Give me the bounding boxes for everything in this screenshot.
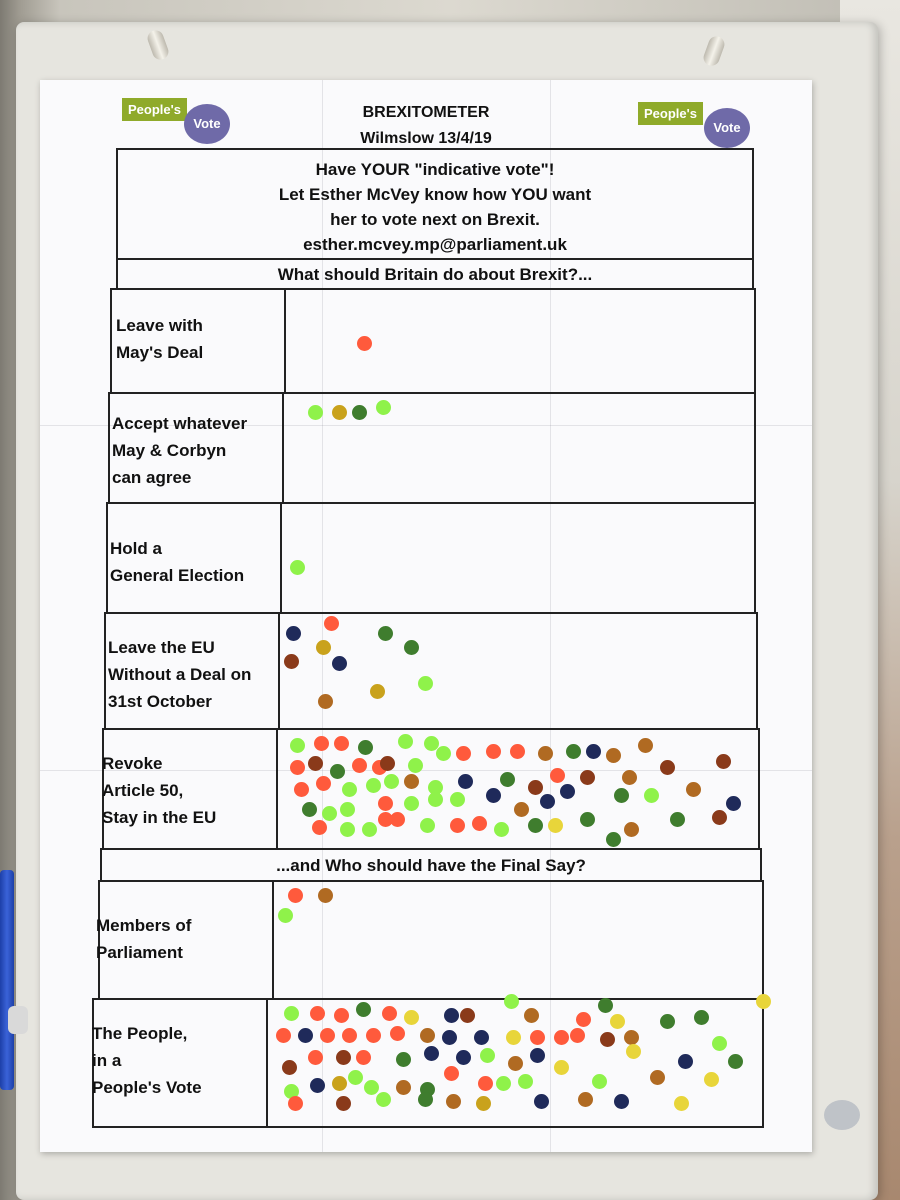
intro-line: her to vote next on Brexit. — [330, 210, 540, 229]
vote-sticker — [756, 994, 771, 1009]
vote-sticker — [316, 640, 331, 655]
vote-sticker — [518, 1074, 533, 1089]
vote-sticker — [538, 746, 553, 761]
vote-sticker — [478, 1076, 493, 1091]
vote-sticker — [278, 908, 293, 923]
vote-sticker — [428, 792, 443, 807]
vote-sticker — [486, 744, 501, 759]
vote-sticker — [442, 1030, 457, 1045]
logo-green-text: People's — [122, 98, 187, 121]
logo-green-text: People's — [638, 102, 703, 125]
vote-sticker — [534, 1094, 549, 1109]
vote-sticker — [308, 1050, 323, 1065]
vote-sticker — [342, 782, 357, 797]
vote-sticker — [302, 802, 317, 817]
vote-sticker — [476, 1096, 491, 1111]
poster-subtitle: Wilmslow 13/4/19 — [360, 130, 492, 147]
vote-sticker — [540, 794, 555, 809]
vote-sticker — [332, 405, 347, 420]
vote-sticker — [528, 780, 543, 795]
vote-sticker — [384, 774, 399, 789]
option-label-line: May's Deal — [116, 343, 204, 362]
vote-sticker — [290, 738, 305, 753]
option-label-line: Article 50, — [102, 781, 184, 800]
final-label-line: Parliament — [96, 943, 183, 962]
vote-sticker — [356, 1050, 371, 1065]
vote-sticker — [356, 1002, 371, 1017]
vote-sticker — [370, 684, 385, 699]
vote-sticker — [528, 818, 543, 833]
vote-sticker — [624, 1030, 639, 1045]
brexitometer-poster — [40, 80, 812, 1152]
intro-line: Have YOUR "indicative vote"! — [315, 160, 555, 179]
pen — [0, 870, 14, 1090]
vote-sticker — [486, 788, 501, 803]
final-label-line: The People, — [92, 1024, 188, 1043]
vote-sticker — [284, 654, 299, 669]
vote-sticker — [674, 1096, 689, 1111]
vote-sticker — [336, 1096, 351, 1111]
vote-sticker — [686, 782, 701, 797]
vote-sticker — [342, 1028, 357, 1043]
vote-sticker — [660, 1014, 675, 1029]
option-label-line: May & Corbyn — [112, 441, 227, 460]
vote-sticker — [362, 822, 377, 837]
vote-sticker — [310, 1006, 325, 1021]
vote-sticker — [404, 1010, 419, 1025]
vote-sticker — [404, 774, 419, 789]
vote-sticker — [404, 640, 419, 655]
option-label-line: Stay in the EU — [102, 808, 217, 827]
vote-sticker — [310, 1078, 325, 1093]
vote-sticker — [390, 812, 405, 827]
vote-sticker — [460, 1008, 475, 1023]
vote-sticker — [446, 1094, 461, 1109]
vote-sticker — [330, 764, 345, 779]
vote-sticker — [312, 820, 327, 835]
vote-sticker — [382, 1006, 397, 1021]
vote-sticker — [366, 1028, 381, 1043]
vote-sticker — [308, 405, 323, 420]
vote-sticker — [508, 1056, 523, 1071]
vote-sticker — [530, 1048, 545, 1063]
vote-sticker — [514, 802, 529, 817]
vote-sticker — [314, 736, 329, 751]
vote-sticker — [728, 1054, 743, 1069]
vote-sticker — [626, 1044, 641, 1059]
vote-sticker — [650, 1070, 665, 1085]
vote-sticker — [290, 560, 305, 575]
vote-sticker — [288, 888, 303, 903]
vote-sticker — [496, 1076, 511, 1091]
final-label-line: in a — [92, 1051, 122, 1070]
vote-sticker — [580, 770, 595, 785]
vote-sticker — [598, 998, 613, 1013]
vote-sticker — [444, 1008, 459, 1023]
option-label-line: Accept whatever — [112, 414, 248, 433]
option-label-line: Hold a — [110, 539, 162, 558]
vote-sticker — [334, 1008, 349, 1023]
vote-sticker — [712, 810, 727, 825]
vote-sticker — [332, 1076, 347, 1091]
vote-sticker — [380, 756, 395, 771]
vote-sticker — [436, 746, 451, 761]
vote-sticker — [420, 1028, 435, 1043]
vote-sticker — [318, 888, 333, 903]
vote-sticker — [580, 812, 595, 827]
vote-sticker — [294, 782, 309, 797]
vote-sticker — [678, 1054, 693, 1069]
pen-clip — [8, 1006, 28, 1034]
vote-sticker — [284, 1006, 299, 1021]
vote-sticker — [606, 748, 621, 763]
vote-sticker — [704, 1072, 719, 1087]
vote-sticker — [500, 772, 515, 787]
vote-sticker — [570, 1028, 585, 1043]
vote-sticker — [396, 1052, 411, 1067]
vote-sticker — [322, 806, 337, 821]
logo-purple-text: Vote — [704, 108, 750, 148]
board-fixing — [824, 1100, 860, 1130]
vote-sticker — [614, 788, 629, 803]
vote-sticker — [324, 616, 339, 631]
vote-sticker — [348, 1070, 363, 1085]
logo-purple-text: Vote — [184, 104, 230, 144]
final-label-line: Members of — [96, 916, 192, 935]
vote-sticker — [716, 754, 731, 769]
vote-sticker — [408, 758, 423, 773]
vote-sticker — [276, 1028, 291, 1043]
option-label-line: Revoke — [102, 754, 163, 773]
vote-sticker — [694, 1010, 709, 1025]
vote-sticker — [624, 822, 639, 837]
vote-sticker — [510, 744, 525, 759]
vote-sticker — [554, 1030, 569, 1045]
vote-sticker — [530, 1030, 545, 1045]
question-final-say: ...and Who should have the Final Say? — [276, 856, 586, 875]
vote-sticker — [566, 744, 581, 759]
vote-sticker — [398, 734, 413, 749]
vote-sticker — [390, 1026, 405, 1041]
vote-sticker — [286, 626, 301, 641]
vote-sticker — [320, 1028, 335, 1043]
vote-sticker — [450, 792, 465, 807]
vote-sticker — [560, 784, 575, 799]
vote-sticker — [554, 1060, 569, 1075]
vote-sticker — [290, 760, 305, 775]
vote-sticker — [378, 626, 393, 641]
vote-sticker — [474, 1030, 489, 1045]
vote-sticker — [644, 788, 659, 803]
vote-sticker — [472, 816, 487, 831]
vote-sticker — [282, 1060, 297, 1075]
intro-line: Let Esther McVey know how YOU want — [278, 185, 592, 204]
vote-sticker — [578, 1092, 593, 1107]
vote-sticker — [352, 405, 367, 420]
option-label-line: 31st October — [108, 692, 212, 711]
vote-sticker — [450, 818, 465, 833]
vote-sticker — [376, 400, 391, 415]
option-label-line: Without a Deal on — [108, 665, 252, 684]
vote-sticker — [480, 1048, 495, 1063]
vote-sticker — [308, 756, 323, 771]
vote-sticker — [712, 1036, 727, 1051]
vote-sticker — [506, 1030, 521, 1045]
final-label-line: People's Vote — [92, 1078, 202, 1097]
vote-sticker — [352, 758, 367, 773]
vote-sticker — [458, 774, 473, 789]
vote-sticker — [622, 770, 637, 785]
vote-sticker — [340, 822, 355, 837]
vote-sticker — [550, 768, 565, 783]
vote-sticker — [418, 676, 433, 691]
vote-sticker — [316, 776, 331, 791]
vote-sticker — [444, 1066, 459, 1081]
option-label-line: can agree — [112, 468, 192, 487]
question-brexit: What should Britain do about Brexit?... — [277, 265, 593, 284]
vote-sticker — [600, 1032, 615, 1047]
vote-sticker — [298, 1028, 313, 1043]
vote-sticker — [548, 818, 563, 833]
vote-sticker — [420, 818, 435, 833]
vote-sticker — [586, 744, 601, 759]
vote-sticker — [357, 336, 372, 351]
option-label-line: Leave the EU — [108, 638, 215, 657]
vote-sticker — [726, 796, 741, 811]
poster-title: BREXITOMETER — [362, 104, 490, 121]
vote-sticker — [638, 738, 653, 753]
vote-sticker — [336, 1050, 351, 1065]
vote-sticker — [576, 1012, 591, 1027]
option-label-line: General Election — [110, 566, 245, 585]
vote-sticker — [670, 812, 685, 827]
vote-sticker — [334, 736, 349, 751]
vote-sticker — [424, 1046, 439, 1061]
vote-sticker — [404, 796, 419, 811]
vote-sticker — [606, 832, 621, 847]
vote-sticker — [332, 656, 347, 671]
vote-sticker — [660, 760, 675, 775]
vote-sticker — [378, 796, 393, 811]
vote-sticker — [494, 822, 509, 837]
vote-sticker — [376, 1092, 391, 1107]
vote-sticker — [340, 802, 355, 817]
option-label-line: Leave with — [116, 316, 203, 335]
vote-sticker — [456, 1050, 471, 1065]
vote-sticker — [288, 1096, 303, 1111]
vote-sticker — [592, 1074, 607, 1089]
vote-sticker — [610, 1014, 625, 1029]
vote-sticker — [396, 1080, 411, 1095]
vote-sticker — [318, 694, 333, 709]
vote-sticker — [504, 994, 519, 1009]
intro-email: esther.mcvey.mp@parliament.uk — [303, 235, 567, 254]
vote-sticker — [366, 778, 381, 793]
vote-sticker — [614, 1094, 629, 1109]
vote-sticker — [358, 740, 373, 755]
vote-sticker — [524, 1008, 539, 1023]
vote-sticker — [456, 746, 471, 761]
vote-sticker — [418, 1092, 433, 1107]
vote-sticker — [364, 1080, 379, 1095]
